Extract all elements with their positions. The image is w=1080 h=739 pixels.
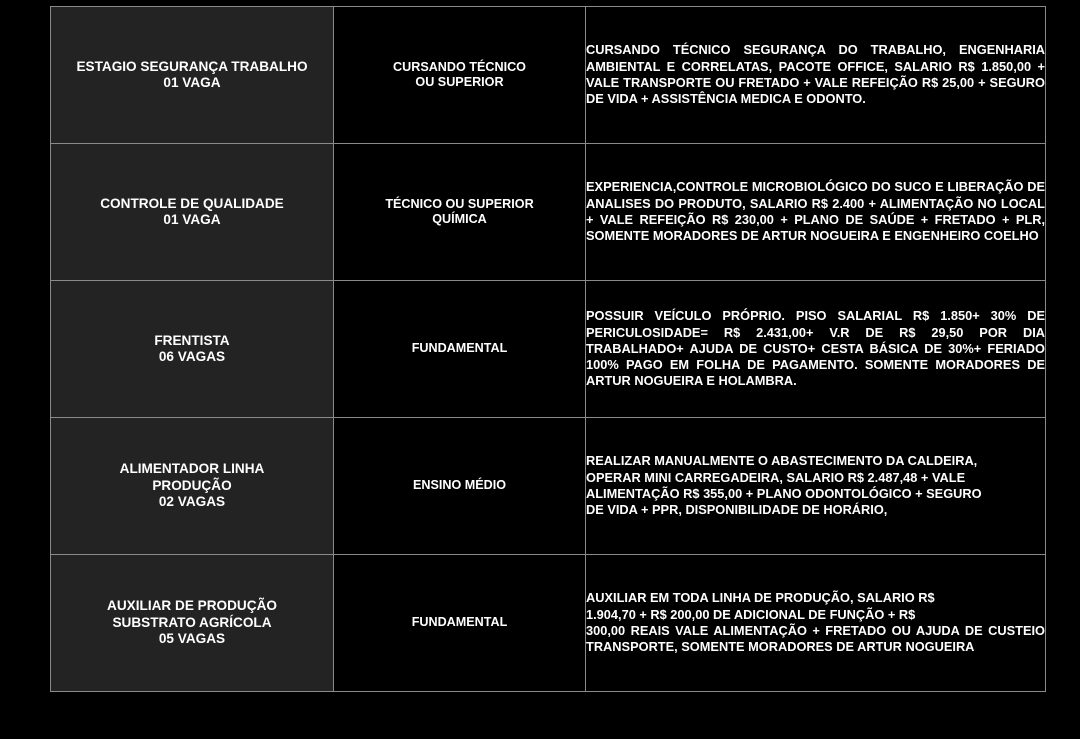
job-title-cell xyxy=(51,7,334,144)
requirement-text: ENSINO MÉDIO xyxy=(412,478,507,493)
vacancy-count: 06 VAGAS xyxy=(158,349,226,364)
table-row xyxy=(51,418,1046,555)
description-cell xyxy=(586,281,1046,418)
requirement-text: QUÍMICA xyxy=(432,212,487,226)
job-title: ESTAGIO SEGURANÇA TRABALHO xyxy=(76,58,308,74)
job-title-cell xyxy=(51,144,334,281)
description-cell xyxy=(586,7,1046,144)
job-description-line: AUXILIAR EM TODA LINHA DE PRODUÇÃO, SALARIO R$ xyxy=(586,590,935,606)
job-title: AUXILIAR DE PRODUÇÃO xyxy=(107,598,277,614)
job-title-cell xyxy=(51,555,334,692)
job-openings-table xyxy=(50,6,1046,692)
job-description: 300,00 REAIS VALE ALIMENTAÇÃO + FRETADO OU AJUDA DE CUSTEIO TRANSPORTE, SOMENTE MORADORES DE ARTUR NOGUEIRA xyxy=(586,623,1045,655)
description-cell xyxy=(586,418,1046,555)
job-description: POSSUIR VEÍCULO PRÓPRIO. PISO SALARIAL R$ 1.850+ 30% DE PERICULOSIDADE= R$ 2.431,00+ V.R DE R$ 29,50 POR DIA TRABALHADO+ AJUDA DE CUSTO+ CESTA BÁSICA DE 30%+ FERIADO 100% PAGO EM FOLHA DE PAGAMENTO. SOMENTE MORADORES DE ARTUR NOGUEIRA E HOLAMBRA. xyxy=(586,308,1045,389)
job-description-line: 1.904,70 + R$ 200,00 DE ADICIONAL DE FUNÇÃO + R$ xyxy=(586,606,916,622)
job-description-line: OPERAR MINI CARREGADEIRA, SALARIO R$ 2.487,48 + VALE xyxy=(586,469,966,485)
job-title-cell xyxy=(51,418,334,555)
vacancy-count: 02 VAGAS xyxy=(158,494,226,510)
table-row xyxy=(51,144,1046,281)
job-title: ALIMENTADOR LINHA xyxy=(119,461,265,477)
job-description-line: DE VIDA + PPR, DISPONIBILIDADE DE HORÁRIO, xyxy=(586,502,888,518)
requirement-cell xyxy=(334,418,586,555)
vacancy-count: 01 VAGA xyxy=(163,75,221,90)
job-description-line: REALIZAR MANUALMENTE O ABASTECIMENTO DA CALDEIRA, xyxy=(586,453,978,469)
requirement-cell xyxy=(334,144,586,281)
requirement-cell xyxy=(334,281,586,418)
job-description: CURSANDO TÉCNICO SEGURANÇA DO TRABALHO, ENGENHARIA AMBIENTAL E CORRELATAS, PACOTE OFFICE, SALARIO R$ 1.850,00 + VALE TRANSPORTE OU FRETADO + VALE REFEIÇÃO R$ 25,00 + SEGURO DE VIDA + ASSISTÊNCIA MEDICA E ODONTO. xyxy=(586,42,1045,107)
job-title: PRODUÇÃO xyxy=(152,477,232,493)
table-row xyxy=(51,7,1046,144)
requirement-text: FUNDAMENTAL xyxy=(411,341,508,356)
requirement-text: FUNDAMENTAL xyxy=(411,615,508,630)
vacancy-count: 05 VAGAS xyxy=(158,631,226,647)
description-cell xyxy=(586,555,1046,692)
requirement-text: TÉCNICO OU SUPERIOR xyxy=(385,196,534,211)
table-row xyxy=(51,281,1046,418)
requirement-cell xyxy=(334,7,586,144)
job-title-cell xyxy=(51,281,334,418)
job-title: CONTROLE DE QUALIDADE xyxy=(100,195,284,211)
job-description: EXPERIENCIA,CONTROLE MICROBIOLÓGICO DO SUCO E LIBERAÇÃO DE ANALISES DO PRODUTO, SALARIO R$ 2.400 + ALIMENTAÇÃO NO LOCAL + VALE REFEIÇÃO R$ 230,00 + PLANO DE SAÚDE + FRETADO + PLR, SOMENTE MORADORES DE ARTUR NOGUEIRA E ENGENHEIRO COELHO xyxy=(586,179,1045,244)
job-title: FRENTISTA xyxy=(154,332,230,348)
requirement-cell xyxy=(334,555,586,692)
job-title: SUBSTRATO AGRÍCOLA xyxy=(112,614,272,630)
vacancy-count: 01 VAGA xyxy=(163,212,221,227)
table-row xyxy=(51,555,1046,692)
job-description-line: ALIMENTAÇÃO R$ 355,00 + PLANO ODONTOLÓGICO + SEGURO xyxy=(586,486,982,501)
requirement-text: CURSANDO TÉCNICO xyxy=(393,59,526,74)
requirement-text: OU SUPERIOR xyxy=(415,75,504,89)
description-cell xyxy=(586,144,1046,281)
